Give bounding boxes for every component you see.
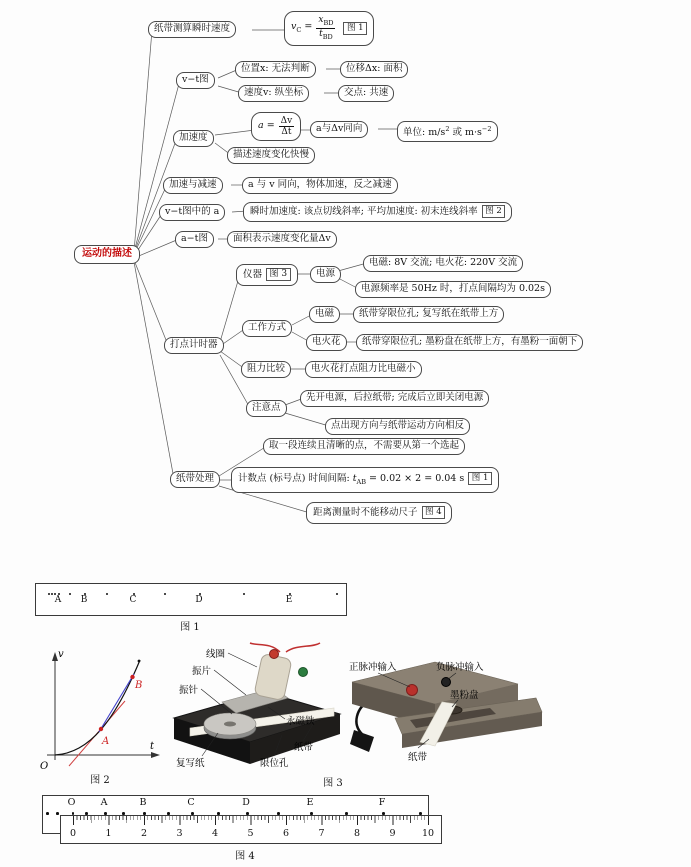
- negative-pulse-label: 负脉冲输入: [436, 662, 484, 673]
- point-a-dot: [99, 727, 103, 731]
- a-lhs: a =: [258, 120, 275, 132]
- figure1-tape: [35, 583, 347, 616]
- tape-dot: [167, 812, 170, 815]
- chord-line: [99, 674, 134, 732]
- node-power-first: 先开电源，后拉纸带; 完成后立即关闭电源: [300, 390, 489, 407]
- tape-dot: [246, 812, 249, 815]
- node-count-interval: 计数点 (标号点) 时间间隔: $t_{AB} = 0.02 \times 2 = 0.04$ s 图 1: [231, 467, 499, 493]
- node-position: 位置x: 无法判断: [235, 61, 316, 78]
- ruler-number: 8: [353, 828, 361, 839]
- fig1-ref: 图 1: [343, 22, 367, 35]
- tape-point-label: B: [80, 595, 88, 605]
- tape-point-label: F: [378, 797, 386, 808]
- curve-end-dot: [138, 660, 141, 663]
- node-area-meaning: 面积表示速度变化量Δv: [227, 231, 337, 248]
- tape-dot: [164, 593, 166, 595]
- tape-point-label: E: [285, 595, 293, 605]
- ruler-major-ticks: [73, 816, 430, 825]
- tape-dot: [345, 812, 348, 815]
- fig4-ref: 图 4: [422, 506, 446, 519]
- tape-dot: [217, 812, 220, 815]
- toner-disc-label: 墨粉盘: [450, 690, 479, 701]
- tape-dot: [336, 593, 338, 595]
- node-instrument: 仪器 图 3: [236, 264, 298, 286]
- tape-point-label: C: [187, 797, 195, 808]
- node-displacement: 位移Δx: 面积: [340, 61, 408, 78]
- fig3-ref: 图 3: [266, 268, 291, 281]
- node-intersection: 交点: 共速: [338, 85, 394, 102]
- vibrating-plate-label: 振片: [192, 666, 212, 677]
- node-acceleration: 加速度: [173, 130, 214, 147]
- node-describes-change-rate: 描述速度变化快慢: [227, 147, 315, 164]
- figure3-spark-timer-photo: [340, 640, 544, 770]
- node-voltage: 电磁: 8V 交流; 电火花: 220V 交流: [363, 255, 523, 272]
- ruler-number: 2: [140, 828, 148, 839]
- limit-hole-label: 限位孔: [260, 758, 289, 769]
- tape-point-label: A: [100, 797, 108, 808]
- node-pick-clear-dots: 取一段连续且清晰的点，不需要从第一个选起: [263, 438, 465, 455]
- tape-dot: [46, 812, 49, 815]
- node-notes: 注意点: [246, 400, 287, 417]
- node-tape-instant-speed: 纸带测算瞬时速度: [148, 21, 236, 38]
- tape-dot: [56, 812, 59, 815]
- vc-fraction: $\frac{x_{BD}}{t_{BD}}$: [318, 15, 334, 41]
- a-fraction: $\frac{\Delta v}{\Delta t}$: [280, 116, 293, 137]
- green-terminal: [299, 668, 308, 677]
- tape-point-label: A: [54, 595, 62, 605]
- vibrating-needle-label: 振针: [179, 685, 199, 696]
- ruler-number: 6: [282, 828, 290, 839]
- tape-dot: [104, 812, 107, 815]
- figure4-ruler: [60, 815, 442, 844]
- node-electromagnetic: 电磁: [309, 306, 340, 323]
- tape-dot: [48, 593, 50, 595]
- ruler-number: 4: [211, 828, 219, 839]
- ruler-number: 9: [389, 828, 396, 839]
- positive-pulse-label: 正脉冲输入: [349, 662, 397, 673]
- tape-point-label: E: [306, 797, 314, 808]
- node-power: 电源: [310, 266, 341, 283]
- point-b-label: B: [135, 680, 143, 691]
- tape-dot: [85, 812, 88, 815]
- tape-dot: [106, 593, 108, 595]
- node-dot-direction: 点出现方向与纸带运动方向相反: [325, 418, 470, 435]
- node-vt-graph: v−t图: [176, 72, 215, 89]
- tape-dot: [277, 812, 280, 815]
- tape-point-label: D: [242, 797, 250, 808]
- node-speedup-slowdown: 加速与减速: [163, 177, 223, 194]
- node-frequency: 电源频率是 50Hz 时，打点间隔均为 0.02s: [355, 281, 551, 298]
- red-wire: [286, 643, 320, 652]
- tape-dot: [419, 812, 422, 815]
- origin-label: O: [40, 761, 49, 772]
- figure2-vt-graph: [33, 645, 163, 773]
- node-a-dv-same-direction: a与Δv同向: [310, 121, 368, 138]
- node-spark: 电火花: [306, 334, 347, 351]
- node-resistance-compare: 阻力比较: [241, 361, 291, 378]
- tape-point-label: C: [129, 595, 137, 605]
- tape-dot: [122, 812, 125, 815]
- ruler-number: 5: [247, 828, 254, 839]
- power-plug: [350, 730, 374, 752]
- tape-label-left: 纸带: [294, 742, 314, 753]
- node-a-formula: [251, 112, 301, 141]
- point-a-label: A: [102, 736, 110, 747]
- t-axis-label: t: [150, 741, 155, 752]
- carbon-paper-label: 复写纸: [176, 758, 205, 769]
- vc-lhs: $v_C$ =: [291, 20, 313, 34]
- negative-terminal: [442, 678, 451, 687]
- node-em-detail: 纸带穿限位孔; 复写纸在纸带上方: [353, 306, 504, 323]
- ruler-number: 0: [69, 828, 77, 839]
- tape-dot: [191, 812, 194, 815]
- coil-label: 线圈: [206, 649, 226, 660]
- figure3-caption: 图 3: [323, 778, 343, 789]
- figure4-caption: 图 4: [235, 851, 255, 862]
- tape-label-right: 纸带: [408, 752, 428, 763]
- tape-point-label: O: [67, 797, 76, 808]
- ruler-number: 1: [105, 828, 112, 839]
- node-velocity: 速度v: 纵坐标: [238, 85, 309, 102]
- node-spark-detail: 纸带穿限位孔; 墨粉盘在纸带上方，有墨粉一面朝下: [356, 334, 583, 351]
- vt-curve: [55, 660, 143, 755]
- coil-body: [254, 653, 292, 700]
- node-timer: 打点计时器: [164, 337, 224, 354]
- tape-dot: [72, 812, 75, 815]
- ruler-number: 10: [421, 828, 435, 839]
- disc-hub: [224, 722, 236, 727]
- tape-dot: [310, 812, 313, 815]
- node-tape-processing: 纸带处理: [170, 471, 220, 488]
- tape-dot: [243, 593, 245, 595]
- node-dont-move-ruler: 距离测量时不能移动尺子 图 4: [306, 502, 452, 524]
- ruler-number: 3: [176, 828, 183, 839]
- node-at-graph: a−t图: [175, 231, 214, 248]
- tape-dot: [382, 812, 385, 815]
- mindmap-root: 运动的描述: [74, 245, 140, 264]
- node-av-same-direction: a 与 v 同向，物体加速，反之减速: [242, 177, 398, 194]
- magnet-label: 永磁铁: [286, 716, 315, 727]
- ruler-number: 7: [318, 828, 325, 839]
- fig1-ref-2: 图 1: [468, 472, 492, 485]
- figure3-em-timer-photo: [162, 640, 348, 776]
- tape-dot: [69, 593, 71, 595]
- node-vc-formula: [284, 11, 374, 46]
- tape-point-label: B: [139, 797, 147, 808]
- point-b-dot: [130, 675, 134, 679]
- tape-dot: [143, 812, 146, 815]
- tape-point-label: D: [195, 595, 203, 605]
- t-axis-arrow: [151, 752, 160, 758]
- node-slope-meaning: 瞬时加速度: 该点切线斜率; 平均加速度: 初末连线斜率 图 2: [243, 202, 512, 222]
- v-axis-label: v: [58, 649, 64, 660]
- node-working-mode: 工作方式: [242, 320, 292, 337]
- node-unit: 单位: $m/s^2$ 或 $m\cdot s^{-2}$: [397, 121, 498, 142]
- figure2-caption: 图 2: [90, 775, 110, 786]
- node-a-in-vt-graph: v−t图中的 a: [159, 204, 225, 221]
- node-resistance-detail: 电火花打点阻力比电磁小: [305, 361, 422, 378]
- red-terminal: [270, 650, 279, 659]
- fig2-ref: 图 2: [482, 205, 506, 218]
- figure1-caption: 图 1: [180, 622, 200, 633]
